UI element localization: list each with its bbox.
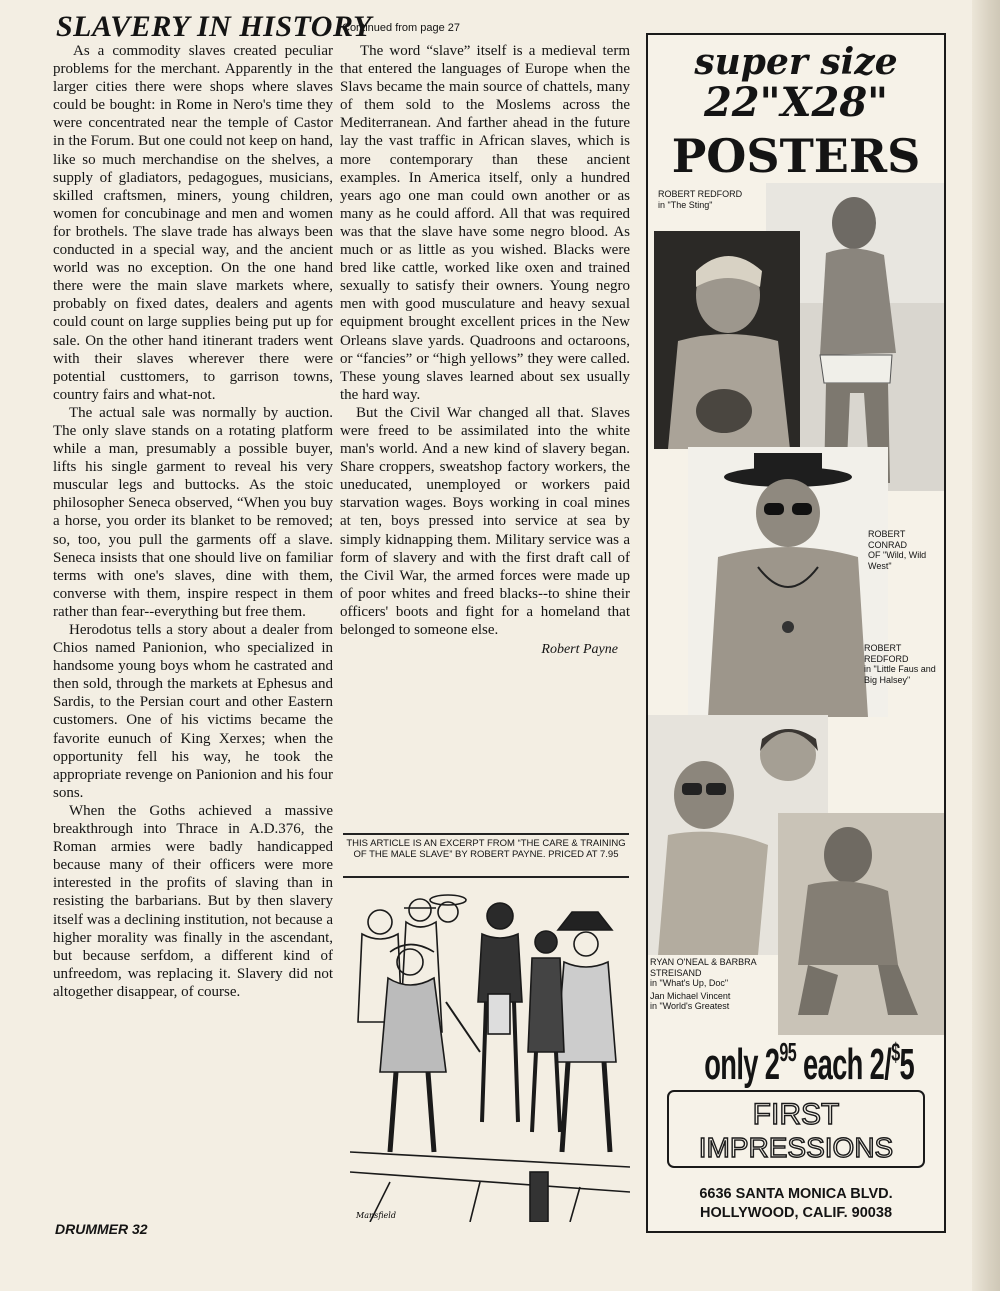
svg-text:FIRST: FIRST [752, 1098, 840, 1131]
poster-photo-wild-wild-west [688, 447, 888, 717]
ad-headline-posters: POSTERS [671, 129, 921, 183]
caption-conrad: ROBERT CONRAD OF "Wild, Wild West" [868, 529, 927, 571]
poster-photo-the-sting [654, 231, 800, 449]
page-edge [972, 0, 1000, 1291]
ad-headline-super-size: super size [694, 41, 898, 83]
paragraph: But the Civil War changed all that. Slaves were freed to be assimilated into the white man's world. And a new kind of slavery began. Share croppers, sweatshop factory workers, the uneducated, unemployed or workers paid starvation wages. Boys working in coal mines at ten, boys pressed into service at sea by simply kidnapping them. Military service was a form of slavery and with the first draft call of the Civil War, the armed forces were made up of poor whites and freed blacks--to shine their officers' boots and fight for a homeland that belonged to someone else. [340, 404, 630, 638]
page-footer: DRUMMER 32 [55, 1221, 148, 1237]
address-line-2: HOLLYWOOD, CALIF. 90038 [699, 1205, 893, 1221]
article-column-2 [340, 42, 630, 659]
author-signature: Robert Payne [541, 642, 618, 658]
illustration-signature: Mansfield [356, 1211, 396, 1220]
paragraph: When the Goths achieved a massive breakthrough into Thrace in A.D.376, the Roman armies were badly handicapped because many of their officers were more interested in the profits of slaving than in resisting the barbarians. But by then slavery itself was a declining institution, not because a higher morality was finally in the ascendant, but because serfdom, a different kind of unfreedom, was replacing it. Slavery did not altogether disappear, of course. [53, 802, 333, 1000]
excerpt-rule-bottom [343, 876, 629, 878]
svg-text:IMPRESSIONS: IMPRESSIONS [698, 1132, 894, 1163]
continued-note: Continued from page 27 [342, 22, 461, 34]
paragraph: The actual sale was normally by auction. The only slave stands on a rotating platform while a man, presumably a possible buyer, lifts his single garment to reveal his very muscular legs and buttocks. As the stoic philosopher Seneca observed, “When you buy a horse, you order its blanket to be removed; so, too, you pull the garments off a slave. Seneca insists that one should live on familiar terms with one's slaves, dine with them, converse with them, inspire respect in them rather than fear--everything but free them. [53, 404, 333, 620]
first-impressions-logo [666, 1089, 926, 1169]
caption-redford-sting: ROBERT REDFORD in "The Sting" [658, 189, 743, 210]
address-line-1: 6636 SANTA MONICA BLVD. [699, 1186, 893, 1202]
price-line: only $2^{95}$ each 2/$5 [704, 1037, 915, 1089]
article-title: SLAVERY IN HISTORY [56, 10, 372, 43]
poster-advertisement [646, 33, 946, 1233]
article-column-1 [53, 42, 333, 1001]
excerpt-rule-top [343, 833, 629, 835]
caption-oneal-streisand: RYAN O'NEAL & BARBRA STREISAND in "What's Up, Doc" Jan Michael Vincent in "World's Greatest [648, 955, 778, 1013]
slave-market-illustration [350, 882, 630, 1222]
paragraph: Herodotus tells a story about a dealer from Chios named Panionion, who specialized in handsome young boys whom he castrated and then sold, through the markets at Ephesus and Sardis, to the Persian court and other Eastern customers. One of his victims became the favorite eunuch of King Xerxes; when the opportunity fell his way, he took the appropriate revenge on Panionion and his four sons. [53, 622, 333, 801]
excerpt-note: THIS ARTICLE IS AN EXCERPT FROM “THE CARE & TRAINING OF THE MALE SLAVE” BY ROBERT PAYNE. PRICED AT 7.95 [346, 838, 626, 860]
ad-headline-dimensions: 22"X28" [703, 79, 889, 126]
caption-redford-little-faus: ROBERT REDFORD in "Little Faus and Big Halsey" [864, 643, 936, 685]
paragraph: The word “slave” itself is a medieval term that entered the languages of Europe when the Slavs became the main source of chattels, many of them sold to the Moslems across the Mediterranean. And farther ahead in the future lay the vast traffic in African slaves, which is more contemporary than these ancient examples. In America itself, only a hundred years ago one man could own another or as many as he could afford. All that was required was that the slave have some negro blood. As much or as little as you wished. Blacks were bred like cattle, worked like oxen and trained sexually to satisfy their owners. Young negro men with good musculature and heavy sexual equipment brought excellent prices in the New Orleans slave yards. Quadroons and octaroons, or “fancies” or “high yellows” they were called. These young slaves learned about sex usually the hard way. [340, 43, 630, 403]
paragraph: As a commodity slaves created peculiar problems for the merchant. Apparently in the larger cities there were shops where slaves could be bought: in Rome in Nero's time they were concentrated near the temple of Castor in the Forum. But one could not keep on hand, like so much merchandise on the shelves, a supply of gladiators, pedagogues, musicians, skilled craftsmen, miners, young children, women for concubinage and men and women for brothels. The slave trade has always been conducted in a special way, and the ancient world was no exception. On the one hand there were the main slave markets where, probably on fixed dates, dealers and agents could count on large supplies being put up for sale. On the other hand itinerant traders went with their slaves wherever there were potential custtomers, to garrison towns, country fairs and what-not. [53, 43, 333, 403]
